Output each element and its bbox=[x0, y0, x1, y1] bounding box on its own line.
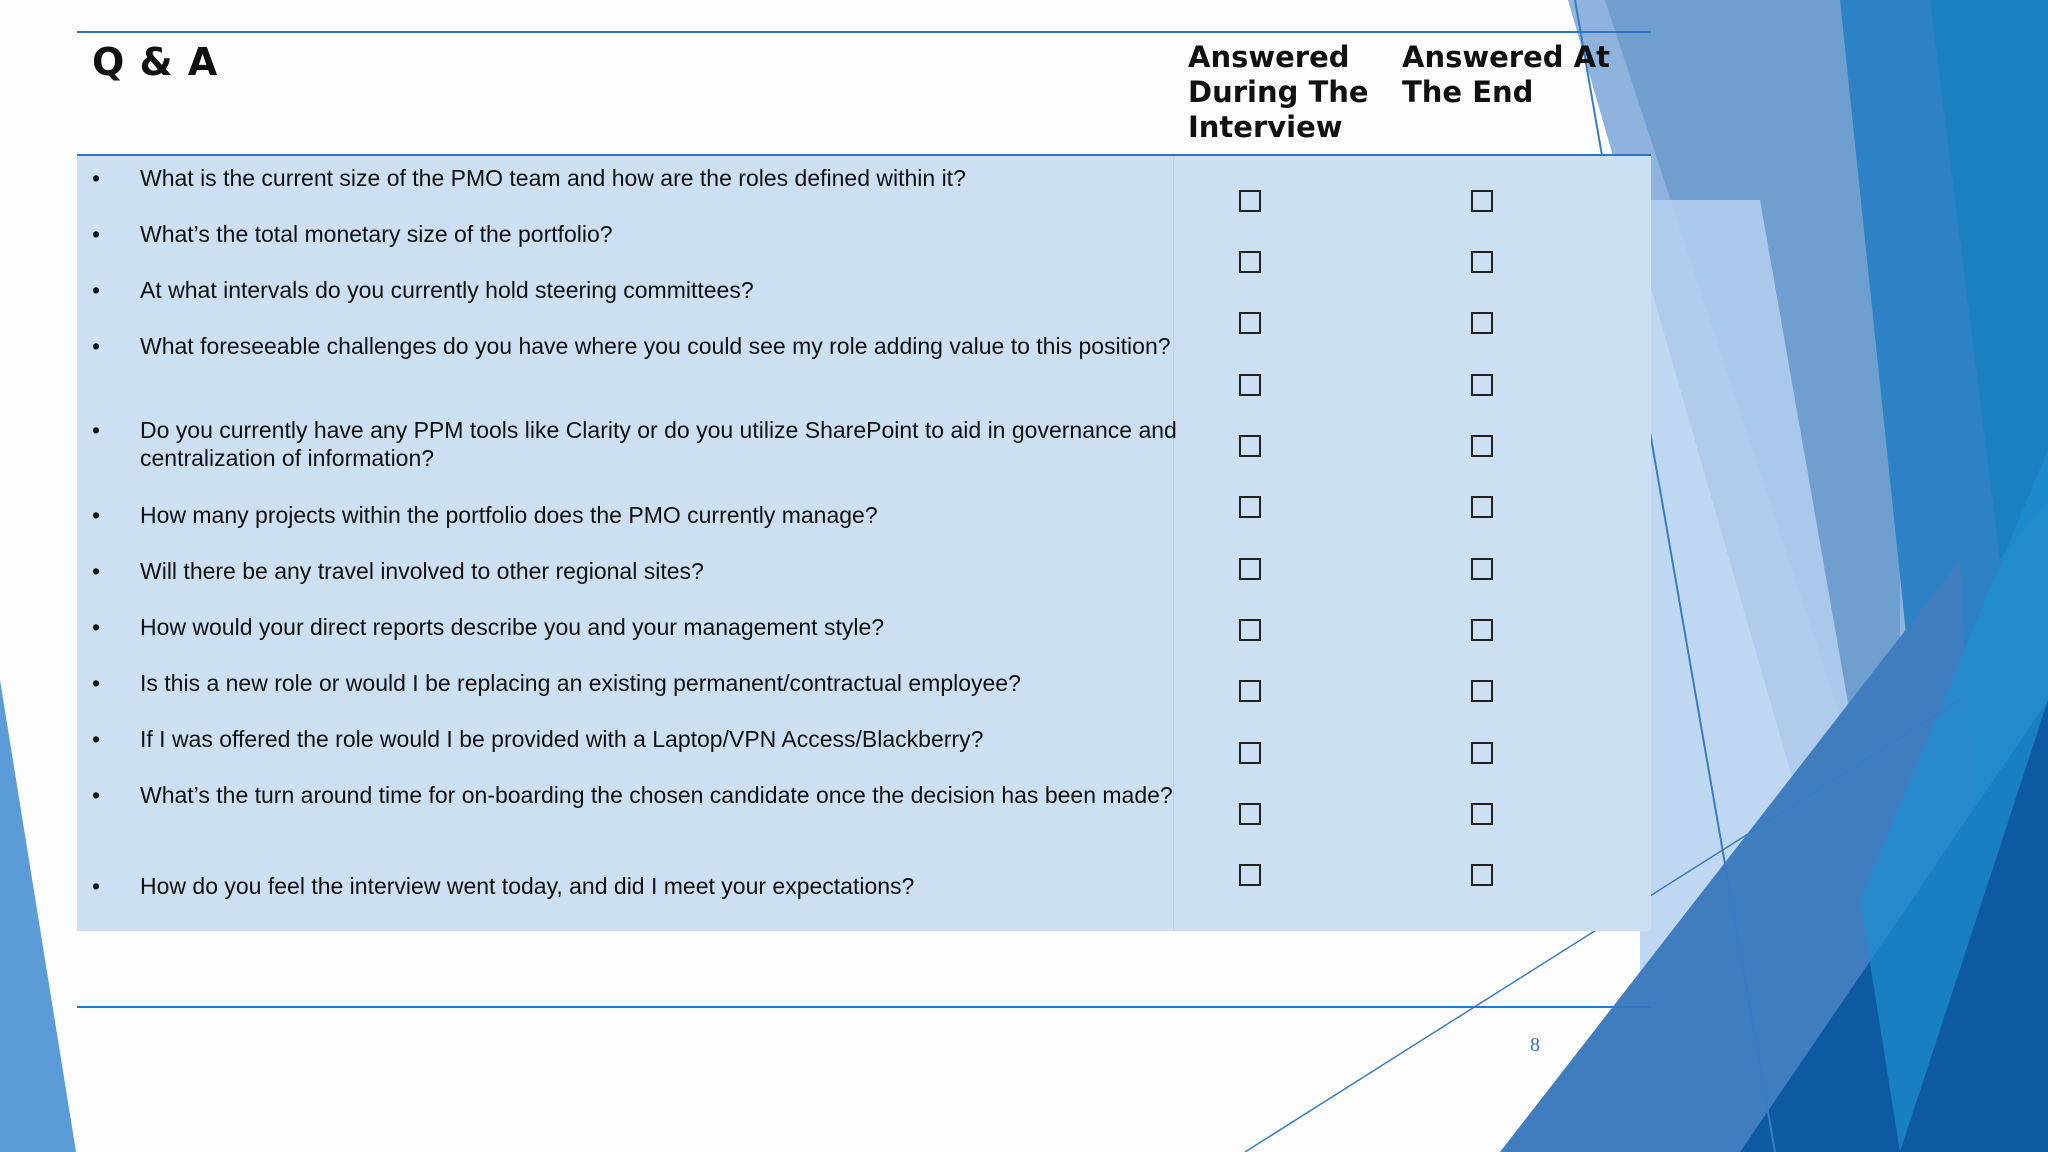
checkbox-answered-during[interactable] bbox=[1239, 251, 1261, 273]
checkbox-answered-end[interactable] bbox=[1471, 742, 1493, 764]
question-text: What’s the total monetary size of the portfolio? bbox=[140, 221, 613, 247]
question-text: Is this a new role or would I be replacing an existing permanent/contractual employee? bbox=[140, 670, 1021, 696]
bullet: • bbox=[92, 417, 101, 443]
question-text: What is the current size of the PMO team and how are the roles defined within it? bbox=[140, 165, 966, 191]
bullet: • bbox=[92, 726, 101, 752]
checkbox-answered-during[interactable] bbox=[1239, 803, 1261, 825]
bullet: • bbox=[92, 558, 101, 584]
checkbox-answered-end[interactable] bbox=[1471, 190, 1493, 212]
column-divider bbox=[1173, 156, 1174, 931]
footer-rule bbox=[77, 1006, 1651, 1008]
bullet: • bbox=[92, 221, 101, 247]
question-text: What’s the turn around time for on-boarding the chosen candidate once the decision has been made? bbox=[140, 782, 1173, 808]
bullet: • bbox=[92, 502, 101, 528]
checkbox-answered-during[interactable] bbox=[1239, 558, 1261, 580]
question-text: At what intervals do you currently hold steering committees? bbox=[140, 277, 754, 303]
checkbox-answered-during[interactable] bbox=[1239, 374, 1261, 396]
checkbox-answered-end[interactable] bbox=[1471, 496, 1493, 518]
bullet: • bbox=[92, 614, 101, 640]
checkbox-answered-during[interactable] bbox=[1239, 190, 1261, 212]
question-text: Do you currently have any PPM tools like Clarity or do you utilize SharePoint to aid in governance and centralization of information? bbox=[140, 417, 1177, 471]
column-header-end: Answered At The End bbox=[1402, 40, 1610, 109]
bullet: • bbox=[92, 165, 101, 191]
question-text: If I was offered the role would I be provided with a Laptop/VPN Access/Blackberry? bbox=[140, 726, 984, 752]
question-text: Will there be any travel involved to other regional sites? bbox=[140, 558, 704, 584]
bullet: • bbox=[92, 277, 101, 303]
checkbox-answered-end[interactable] bbox=[1471, 864, 1493, 886]
slide-title: Q & A bbox=[92, 40, 219, 84]
checkbox-answered-during[interactable] bbox=[1239, 680, 1261, 702]
checkbox-answered-end[interactable] bbox=[1471, 558, 1493, 580]
question-text: How many projects within the portfolio does the PMO currently manage? bbox=[140, 502, 878, 528]
checkbox-answered-end[interactable] bbox=[1471, 435, 1493, 457]
bullet: • bbox=[92, 782, 101, 808]
questions-table-body bbox=[77, 156, 1651, 931]
checkbox-answered-during[interactable] bbox=[1239, 312, 1261, 334]
checkbox-answered-end[interactable] bbox=[1471, 251, 1493, 273]
column-header-during: Answered During The Interview bbox=[1188, 40, 1369, 144]
question-text: How do you feel the interview went today, and did I meet your expectations? bbox=[140, 873, 915, 899]
checkbox-answered-end[interactable] bbox=[1471, 680, 1493, 702]
checkbox-answered-during[interactable] bbox=[1239, 435, 1261, 457]
checkbox-answered-end[interactable] bbox=[1471, 619, 1493, 641]
page-number: 8 bbox=[1530, 1034, 1540, 1056]
checkbox-answered-during[interactable] bbox=[1239, 742, 1261, 764]
top-rule bbox=[77, 31, 1651, 33]
checkbox-answered-during[interactable] bbox=[1239, 864, 1261, 886]
checkbox-answered-end[interactable] bbox=[1471, 803, 1493, 825]
checkbox-answered-end[interactable] bbox=[1471, 312, 1493, 334]
bullet: • bbox=[92, 670, 101, 696]
question-text: What foreseeable challenges do you have where you could see my role adding value to this position? bbox=[140, 333, 1171, 359]
checkbox-answered-during[interactable] bbox=[1239, 496, 1261, 518]
checkbox-answered-during[interactable] bbox=[1239, 619, 1261, 641]
checkbox-answered-end[interactable] bbox=[1471, 374, 1493, 396]
bullet: • bbox=[92, 873, 101, 899]
question-text: How would your direct reports describe you and your management style? bbox=[140, 614, 885, 640]
bullet: • bbox=[92, 333, 101, 359]
